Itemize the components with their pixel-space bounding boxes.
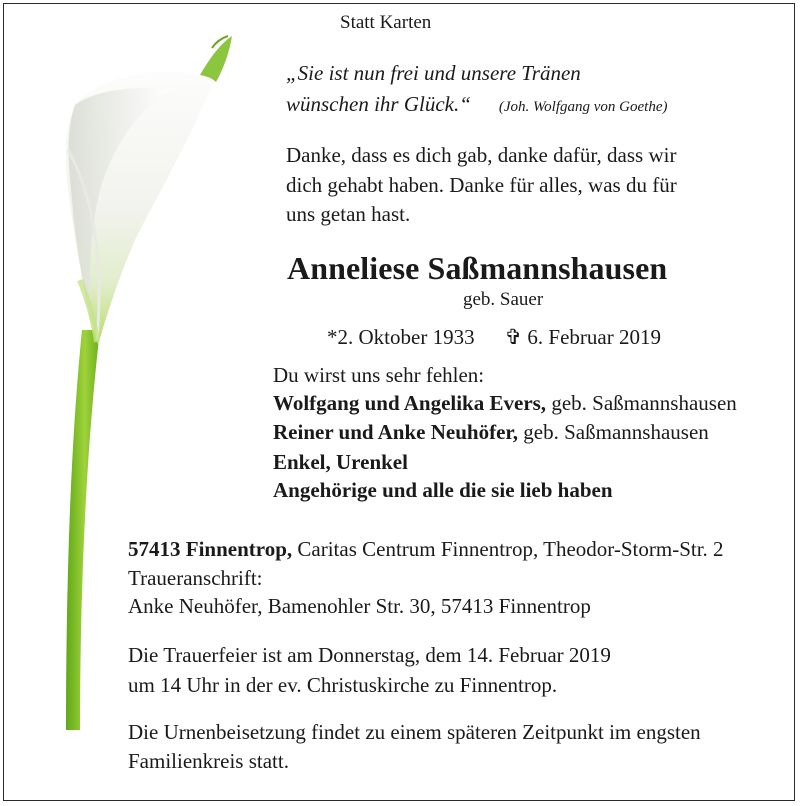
birth-date: *2. Oktober 1933 <box>327 325 475 349</box>
deceased-maiden-name: geb. Sauer <box>463 289 544 310</box>
mourner-family-2-nee: geb. Saßmannshausen <box>518 420 709 444</box>
location-detail: Caritas Centrum Finnentrop, Theodor-Storm-Str. 2 <box>292 537 724 561</box>
mourning-address-label: Traueranschrift: <box>128 566 263 590</box>
mourner-family-2 <box>273 422 709 443</box>
mourner-family-1-name: Wolfgang und Angelika Evers, <box>273 391 547 415</box>
mourner-family-2-name: Reiner und Anke Neuhöfer, <box>273 420 519 444</box>
mourners-intro: Du wirst uns sehr fehlen: <box>273 363 485 387</box>
service-line-2: um 14 Uhr in der ev. Christuskirche zu Finnentrop. <box>128 673 558 697</box>
mourner-grandchildren: Enkel, Urenkel <box>273 450 408 474</box>
calla-lily-icon <box>40 30 250 750</box>
location-line <box>128 539 724 560</box>
deceased-name: Anneliese Saßmannshausen <box>287 250 668 286</box>
service-line-1: Die Trauerfeier ist am Donnerstag, dem 14. Februar 2019 <box>128 643 611 667</box>
quote-line-1: „Sie ist nun frei und unsere Tränen <box>286 61 581 85</box>
mourning-address: Anke Neuhöfer, Bamenohler Str. 30, 57413 Finnentrop <box>128 594 591 618</box>
quote-author: (Joh. Wolfgang von Goethe) <box>498 99 668 115</box>
mourner-relatives: Angehörige und alle die sie lieb haben <box>273 478 613 502</box>
burial-line-2: Familienkreis statt. <box>128 749 289 773</box>
location-place: 57413 Finnentrop, <box>128 537 293 561</box>
mourner-family-1-nee: geb. Saßmannshausen <box>546 391 737 415</box>
mourner-family-1 <box>273 393 737 414</box>
statt-karten-label: Statt Karten <box>340 12 432 33</box>
burial-line-1: Die Urnenbeisetzung findet zu einem späteren Zeitpunkt im engsten <box>128 720 701 744</box>
life-dates <box>327 327 661 348</box>
thanks-line-3: uns getan hast. <box>286 202 411 226</box>
quote-line-2 <box>286 94 667 115</box>
quote-line-2-text: wünschen ihr Glück.“ <box>286 92 471 116</box>
thanks-line-2: dich gehabt haben. Danke für alles, was du für <box>286 173 677 197</box>
death-date: ✞ 6. Februar 2019 <box>504 325 661 349</box>
thanks-line-1: Danke, dass es dich gab, danke dafür, dass wir <box>286 143 677 167</box>
